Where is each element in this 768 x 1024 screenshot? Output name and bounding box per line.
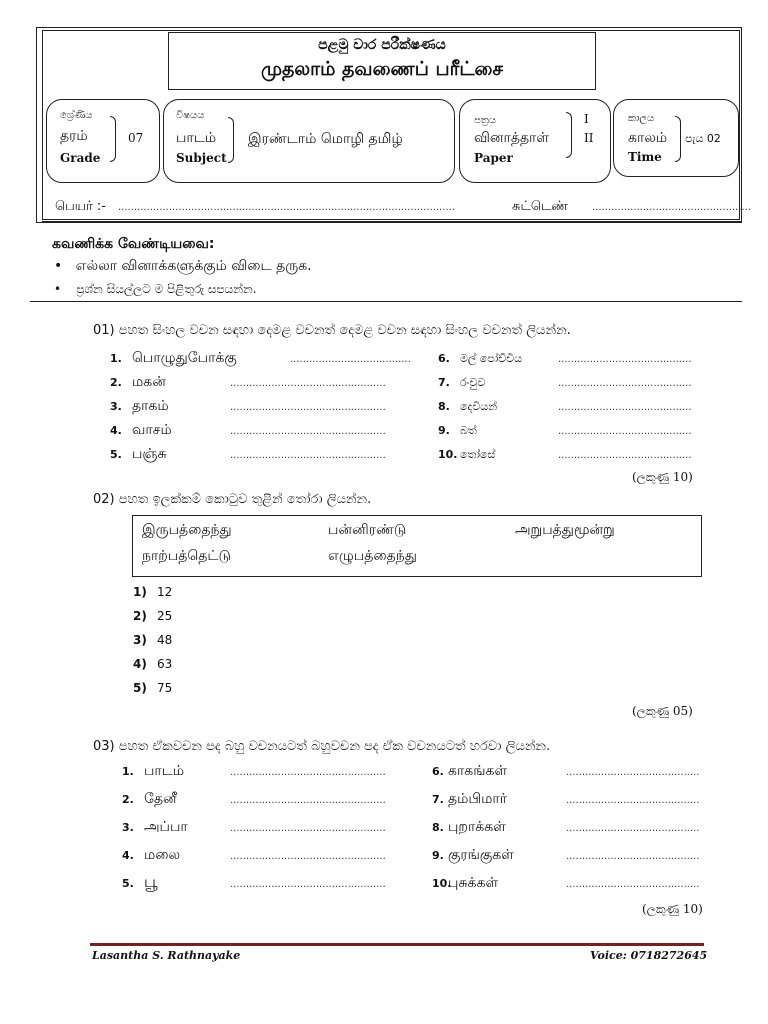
answer-blank[interactable]: ..........................................: [566, 823, 700, 834]
header-bottom-line: [42, 221, 742, 222]
item-word: பாடம்: [144, 763, 185, 779]
item-number: 1.: [122, 765, 134, 778]
item-word: රංචුව: [460, 376, 486, 389]
q2-box-word-2: பன்னிரண்டு: [328, 522, 407, 538]
paper-si-label: පත්‍රය: [474, 115, 497, 126]
list-item: [432, 844, 700, 872]
answer-blank[interactable]: ......................................: [290, 354, 411, 365]
item-word: காகங்கள்: [448, 763, 508, 779]
subject-en-label: Subject: [176, 151, 227, 165]
item-number: 10.: [438, 448, 458, 461]
item-word: தாகம்: [132, 398, 169, 414]
item-value: 63: [157, 657, 173, 671]
q1-right-list: [438, 347, 692, 467]
q2-box-word-3: அறுபத்துமூன்று: [515, 522, 615, 538]
item-word: මල් පෝච්චිය: [460, 352, 523, 365]
item-number: 4.: [110, 424, 122, 437]
item-number: 3.: [110, 400, 122, 413]
list-item: [110, 443, 411, 467]
item-number: 8.: [432, 821, 444, 834]
item-number: 1): [133, 585, 147, 599]
answer-blank[interactable]: ..........................................: [566, 767, 700, 778]
name-field[interactable]: ..........................................................................................................: [118, 202, 455, 213]
item-word: தேனீ: [144, 791, 177, 807]
q1-left-list: [110, 347, 411, 467]
item-number: 1.: [110, 352, 122, 365]
item-word: புறாக்கள்: [448, 819, 506, 835]
item-number: 5.: [110, 448, 122, 461]
list-item: [438, 443, 692, 467]
item-number: 2): [133, 609, 147, 623]
name-label: பெயர் :-: [55, 199, 106, 214]
answer-blank[interactable]: ..........................................: [558, 450, 692, 461]
subject-value: இரண்டாம் மொழி தமிழ்: [248, 131, 403, 147]
paper-value-2: II: [584, 131, 594, 145]
q2-title: 02) පහත ඉලක්කම් කොටුව තුළින් තෝරා ලියන්න.: [93, 492, 372, 507]
answer-blank[interactable]: ..........................................: [558, 402, 692, 413]
q2-list: [133, 585, 172, 705]
answer-blank[interactable]: .................................................: [230, 402, 386, 413]
answer-blank[interactable]: ..........................................: [566, 795, 700, 806]
grade-value: 07: [128, 131, 144, 145]
grade-brace: [110, 116, 116, 162]
answer-blank[interactable]: ..........................................: [558, 354, 692, 365]
item-number: 5.: [122, 877, 134, 890]
item-word: புசுக்கள்: [448, 875, 499, 891]
item-word: பொழுதுபோக்கு: [132, 350, 237, 366]
item-word: තෝසේ: [460, 448, 496, 461]
grade-en-label: Grade: [60, 151, 101, 165]
list-item: [122, 844, 386, 872]
paper-en-label: Paper: [474, 151, 513, 165]
item-word: மகன்: [132, 374, 166, 390]
list-item: [110, 395, 411, 419]
list-item: [438, 347, 692, 371]
list-item: [432, 760, 700, 788]
answer-blank[interactable]: .................................................: [230, 795, 386, 806]
q1-title: 01) පහත සිංහල වචන සඳහා දෙමළ වචනත් දෙමළ වචන සඳහා සිංහල වචනත් ලියන්න.: [93, 323, 571, 338]
subject-si-label: විෂයය: [176, 110, 205, 121]
list-item: [122, 760, 386, 788]
item-word: දෙවියන්: [460, 400, 498, 413]
list-item: [133, 633, 172, 657]
q3-right-list: [432, 760, 700, 900]
notes-bottom-line: [30, 301, 742, 302]
sinhala-title: පළමු වාර පරීක්ෂණය: [318, 37, 446, 53]
answer-blank[interactable]: .................................................: [230, 378, 386, 389]
footer-author: Lasantha S. Rathnayake: [92, 949, 241, 962]
index-field[interactable]: ..................................................: [592, 202, 751, 213]
item-number: 7.: [438, 376, 450, 389]
list-item: [438, 371, 692, 395]
item-number: 2.: [110, 376, 122, 389]
note-text-2: ප්‍රශ්න සියල්ලට ම පිළිතුරු සපයන්න.: [76, 282, 257, 296]
q2-box-word-1: இருபத்தைந்து: [142, 522, 232, 538]
list-item: [438, 395, 692, 419]
item-value: 75: [157, 681, 173, 695]
item-number: 10.: [432, 877, 452, 890]
item-word: வாசம்: [132, 422, 172, 438]
item-number: 8.: [438, 400, 450, 413]
list-item: [122, 788, 386, 816]
q2-box-word-5: எழுபத்தைந்து: [328, 548, 417, 564]
list-item: [110, 347, 411, 371]
item-value: 25: [157, 609, 173, 623]
paper-value-1: I: [584, 112, 589, 126]
notes-heading: கவணிக்க வேண்டியவை:: [52, 236, 215, 252]
list-item: [432, 788, 700, 816]
item-number: 4): [133, 657, 147, 671]
time-si-label: කාලය: [628, 113, 655, 124]
answer-blank[interactable]: ..........................................: [566, 879, 700, 890]
item-word: தம்பிமார்: [448, 791, 508, 807]
time-brace: [675, 116, 681, 162]
item-word: பூ: [144, 872, 158, 891]
q1-marks: (ලකුණු 10): [632, 470, 693, 484]
answer-blank[interactable]: .................................................: [230, 426, 386, 437]
item-number: 2.: [122, 793, 134, 806]
answer-blank[interactable]: .................................................: [230, 851, 386, 862]
subject-ta-label: பாடம்: [176, 130, 217, 146]
paper-brace: [566, 112, 572, 158]
item-number: 9.: [432, 849, 444, 862]
time-en-label: Time: [628, 150, 662, 164]
item-word: பஞ்சு: [132, 446, 167, 462]
list-item: [133, 657, 172, 681]
list-item: [122, 816, 386, 844]
q2-box-word-4: நாற்பத்தெட்டு: [142, 548, 232, 564]
footer-voice: Voice: 0718272645: [590, 949, 708, 962]
list-item: [110, 371, 411, 395]
list-item: [110, 419, 411, 443]
list-item: [133, 609, 172, 633]
answer-blank[interactable]: ..........................................: [566, 851, 700, 862]
list-item: [122, 872, 386, 900]
answer-blank[interactable]: .................................................: [230, 823, 386, 834]
item-number: 6.: [438, 352, 450, 365]
item-number: 3): [133, 633, 147, 647]
subject-brace: [228, 117, 234, 163]
list-item: [432, 872, 700, 900]
grade-si-label: ශ්‍රේණිය: [60, 110, 93, 121]
footer-rule: [90, 943, 704, 946]
answer-blank[interactable]: .................................................: [230, 450, 386, 461]
answer-blank[interactable]: .................................................: [230, 767, 386, 778]
item-word: அப்பா: [144, 819, 188, 835]
list-item: [438, 419, 692, 443]
item-word: බත්: [460, 424, 477, 437]
list-item: [432, 816, 700, 844]
item-number: 7.: [432, 793, 444, 806]
paper-ta-label: வினாத்தாள்: [474, 130, 550, 146]
item-number: 9.: [438, 424, 450, 437]
answer-blank[interactable]: ..........................................: [558, 378, 692, 389]
q3-marks: (ලකුණු 10): [642, 902, 703, 916]
q3-title: 03) පහත ඒකවචන පද බහු වචනයටත් බහුවචන පද ඒක වචනයටත් හරවා ලියන්න.: [93, 739, 551, 754]
time-ta-label: காலம்: [628, 130, 668, 146]
list-item: [133, 681, 172, 705]
note-item-2: • ප්‍රශ්න සියල්ලට ම පිළිතුරු සපයන්න.: [54, 282, 257, 296]
time-value: පැය 02: [685, 132, 721, 145]
q3-left-list: [122, 760, 386, 900]
grade-ta-label: தரம்: [60, 128, 88, 144]
answer-blank[interactable]: .................................................: [230, 879, 386, 890]
item-number: 6.: [432, 765, 444, 778]
index-label: சுட்டெண்: [512, 199, 568, 214]
note-item-1: • எல்லா வினாக்களுக்கும் விடை தருக.: [54, 258, 312, 274]
tamil-title: முதலாம் தவணைப் பரீட்சை: [260, 58, 504, 80]
answer-blank[interactable]: ..........................................: [558, 426, 692, 437]
item-value: 48: [157, 633, 173, 647]
item-number: 3.: [122, 821, 134, 834]
item-value: 12: [157, 585, 173, 599]
item-word: குரங்குகள்: [448, 847, 514, 863]
q2-marks: (ලකුණු 05): [632, 704, 693, 718]
item-word: மலை: [144, 847, 181, 863]
item-number: 5): [133, 681, 147, 695]
item-number: 4.: [122, 849, 134, 862]
note-text-1: எல்லா வினாக்களுக்கும் விடை தருக.: [75, 258, 312, 274]
list-item: [133, 585, 172, 609]
